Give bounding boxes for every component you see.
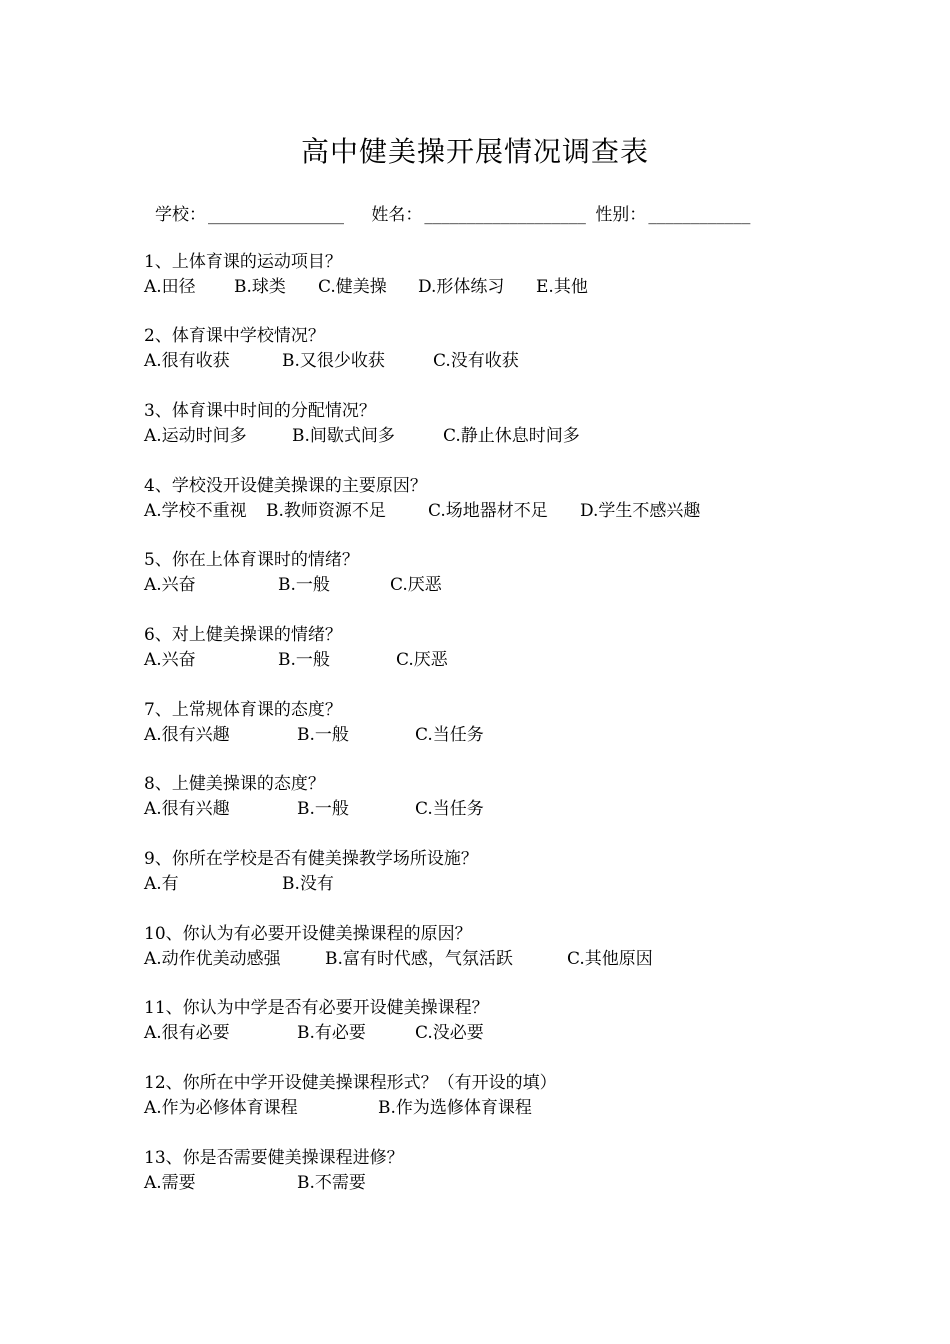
option-a[interactable]: A.需要	[144, 1173, 196, 1193]
question-text: 13、你是否需要健美操课程进修？	[144, 1148, 404, 1168]
question-options	[144, 872, 844, 897]
option-a[interactable]: A.很有兴趣	[144, 799, 230, 819]
question-12	[144, 1071, 844, 1121]
option-b[interactable]: B.不需要	[297, 1173, 366, 1193]
question-text: 3、体育课中时间的分配情况？	[144, 401, 376, 421]
question-options	[144, 797, 844, 822]
option-a[interactable]: A.兴奋	[144, 650, 196, 670]
option-b[interactable]: B.间歇式间多	[292, 426, 395, 446]
option-c[interactable]: C.没必要	[415, 1023, 484, 1043]
option-b[interactable]: B.一般	[278, 650, 330, 670]
option-a[interactable]: A.很有收获	[144, 351, 230, 371]
question-options	[144, 1171, 844, 1196]
question-options	[144, 648, 844, 673]
question-options	[144, 1096, 844, 1121]
option-d[interactable]: D.学生不感兴趣	[580, 501, 701, 521]
option-b[interactable]: B.又很少收获	[282, 351, 385, 371]
option-b[interactable]: B.球类	[234, 277, 286, 297]
option-c[interactable]: C.厌恶	[390, 575, 442, 595]
question-7	[144, 698, 844, 748]
option-b[interactable]: B.富有时代感，气氛活跃	[325, 949, 513, 969]
option-c[interactable]: C.当任务	[415, 799, 484, 819]
gender-blank[interactable]: ____________	[648, 205, 751, 225]
question-text: 4、学校没开设健美操课的主要原因？	[144, 476, 427, 496]
question-text: 7、上常规体育课的态度？	[144, 700, 342, 720]
option-c[interactable]: C.健美操	[318, 277, 387, 297]
option-d[interactable]: D.形体练习	[418, 277, 505, 297]
question-11	[144, 996, 844, 1046]
option-b[interactable]: B.作为选修体育课程	[378, 1098, 532, 1118]
question-2	[144, 324, 844, 374]
question-3	[144, 399, 844, 449]
option-b[interactable]: B.一般	[297, 725, 349, 745]
question-9	[144, 847, 844, 897]
question-8	[144, 772, 844, 822]
option-a[interactable]: A.作为必修体育课程	[144, 1098, 298, 1118]
option-a[interactable]: A.学校不重视	[144, 501, 247, 521]
question-options	[144, 573, 844, 598]
option-c[interactable]: C.其他原因	[567, 949, 653, 969]
option-a[interactable]: A.很有兴趣	[144, 725, 230, 745]
option-c[interactable]: C.静止休息时间多	[443, 426, 580, 446]
gender-label: 性别：	[595, 205, 647, 225]
question-options	[144, 1021, 844, 1046]
question-text: 12、你所在中学开设健美操课程形式？（有开设的填）	[144, 1073, 557, 1093]
option-b[interactable]: B.没有	[282, 874, 334, 894]
question-5	[144, 548, 844, 598]
option-a[interactable]: A.有	[144, 874, 179, 894]
school-label: 学校：	[155, 205, 206, 225]
option-e[interactable]: E.其他	[536, 277, 588, 297]
name-blank[interactable]: ___________________	[424, 205, 586, 225]
option-a[interactable]: A.动作优美动感强	[144, 949, 281, 969]
question-text: 9、你所在学校是否有健美操教学场所设施？	[144, 849, 478, 869]
respondent-info-row	[155, 200, 750, 225]
option-b[interactable]: B.一般	[297, 799, 349, 819]
question-text: 8、上健美操课的态度？	[144, 774, 325, 794]
option-b[interactable]: B.教师资源不足	[266, 501, 386, 521]
name-label: 姓名：	[371, 205, 423, 225]
option-a[interactable]: A.运动时间多	[144, 426, 247, 446]
question-text: 10、你认为有必要开设健美操课程的原因？	[144, 924, 472, 944]
question-options	[144, 947, 844, 972]
school-blank[interactable]: ________________	[208, 205, 344, 225]
option-c[interactable]: C.厌恶	[396, 650, 448, 670]
option-b[interactable]: B.一般	[278, 575, 330, 595]
option-a[interactable]: A.田径	[144, 277, 196, 297]
question-6	[144, 623, 844, 673]
option-c[interactable]: C.没有收获	[433, 351, 519, 371]
question-options	[144, 723, 844, 748]
option-a[interactable]: A.兴奋	[144, 575, 196, 595]
question-10	[144, 922, 844, 972]
question-1	[144, 250, 844, 300]
option-b[interactable]: B.有必要	[297, 1023, 366, 1043]
question-options	[144, 424, 844, 449]
question-13	[144, 1146, 844, 1196]
question-text: 1、上体育课的运动项目？	[144, 252, 342, 272]
question-text: 5、你在上体育课时的情绪？	[144, 550, 359, 570]
question-text: 11、你认为中学是否有必要开设健美操课程？	[144, 998, 489, 1018]
question-options	[144, 349, 844, 374]
option-c[interactable]: C.当任务	[415, 725, 484, 745]
question-4	[144, 474, 844, 524]
question-options	[144, 275, 844, 300]
page-title: 高中健美操开展情况调查表	[300, 135, 649, 168]
option-a[interactable]: A.很有必要	[144, 1023, 230, 1043]
question-text: 6、对上健美操课的情绪？	[144, 625, 342, 645]
option-c[interactable]: C.场地器材不足	[428, 501, 548, 521]
question-options	[144, 499, 844, 524]
question-text: 2、体育课中学校情况？	[144, 326, 325, 346]
